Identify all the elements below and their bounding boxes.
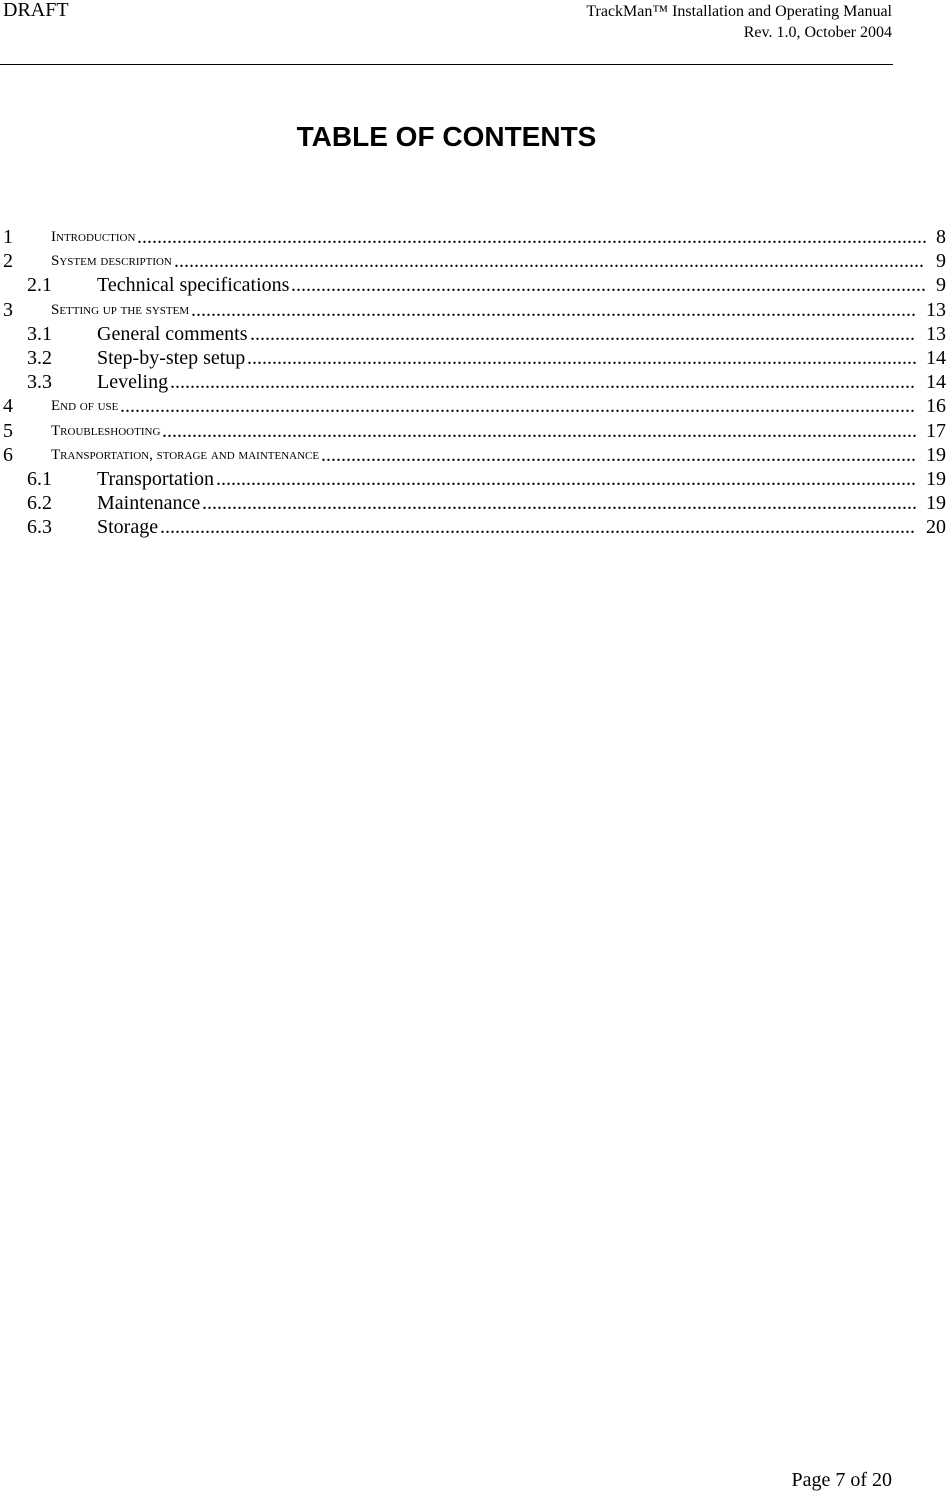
toc-entry-number: 3.1 (27, 322, 52, 345)
toc-entry-number: 5 (3, 419, 13, 442)
toc-entry-title: Step-by-step setup (97, 346, 246, 369)
toc-entry-number: 6.2 (27, 492, 52, 515)
toc-leader-dots: ....................................................................................................................... (321, 443, 916, 466)
toc-entry-page: 16 (926, 395, 946, 418)
toc-entry-number: 2 (3, 250, 13, 273)
toc-leader-dots: ....................................................................................................................................................... (162, 419, 917, 442)
toc-entry[interactable] (0, 225, 946, 249)
toc-entry-title: Introduction (51, 229, 136, 245)
toc-leader-dots: .............................................................................................................................................................. (137, 226, 927, 248)
toc-heading: TABLE OF CONTENTS (296, 121, 597, 152)
toc-entry-number: 6.3 (27, 516, 52, 539)
toc-leader-dots: ...................................................................................................................................... (247, 346, 917, 369)
toc-entry-title: Leveling (97, 371, 169, 394)
toc-leader-dots: ..................................................................................................................................... (250, 322, 915, 345)
toc-entry-page: 17 (926, 419, 946, 442)
toc-entry-page: 13 (926, 298, 946, 321)
toc-entry-page: 8 (936, 226, 946, 248)
toc-entry-number: 1 (3, 226, 13, 248)
toc-entry-number: 2.1 (27, 274, 52, 297)
draft-label: DRAFT (3, 0, 69, 21)
toc-leader-dots: ................................................................................................................................................. (191, 298, 916, 321)
toc-entry[interactable] (0, 419, 946, 443)
toc-entry[interactable] (0, 249, 946, 273)
toc-leader-dots: ..................................................................................................................................................... (170, 371, 915, 394)
toc-entry-page: 19 (926, 492, 946, 515)
toc-entry-number: 3.3 (27, 371, 52, 394)
toc-entry-number: 3.2 (27, 346, 52, 369)
toc-entry[interactable] (0, 491, 946, 515)
toc-entry-number: 6.1 (27, 467, 52, 490)
toc-entry-page: 14 (926, 371, 946, 394)
toc-entry-page: 9 (936, 274, 946, 297)
document-header (586, 1, 892, 43)
toc-entry-title: Technical specifications (97, 274, 290, 297)
toc-leader-dots: ............................................................................................................................................... (202, 492, 917, 515)
page-number: Page 7 of 20 (791, 1469, 892, 1491)
toc-entry-title: Storage (97, 516, 159, 539)
toc-entry[interactable] (0, 370, 946, 394)
toc-leader-dots: ............................................................................................................................................................... (120, 395, 915, 418)
toc-entry[interactable] (0, 298, 946, 322)
header-divider (0, 64, 893, 65)
toc-entry[interactable] (0, 515, 946, 539)
toc-leader-dots: ....................................................................................................................................................... (160, 516, 915, 539)
toc-entry-page: 19 (926, 443, 946, 466)
toc-entry-page: 20 (926, 516, 946, 539)
toc-entry-page: 13 (926, 322, 946, 345)
toc-entry-title: Transportation, storage and maintenance (51, 446, 320, 463)
manual-title: TrackMan™ Installation and Operating Manual (586, 3, 892, 20)
toc-entry-number: 6 (3, 443, 13, 466)
toc-entry-page: 19 (926, 467, 946, 490)
toc-entry-number: 4 (3, 395, 13, 418)
table-of-contents (0, 225, 946, 539)
toc-entry-title: Setting up the system (51, 301, 190, 318)
toc-entry-page: 9 (936, 250, 946, 273)
toc-entry-title: End of use (51, 398, 119, 415)
toc-entry[interactable] (0, 467, 946, 491)
toc-entry-title: Transportation (97, 467, 215, 490)
toc-leader-dots: ............................................................................................................................... (291, 274, 926, 297)
toc-entry[interactable] (0, 322, 946, 346)
revision-label: Rev. 1.0, October 2004 (743, 24, 892, 41)
toc-entry[interactable] (0, 443, 946, 467)
toc-entry-page: 14 (926, 346, 946, 369)
toc-leader-dots: ...................................................................................................................................................... (174, 250, 924, 273)
toc-entry-title: Maintenance (97, 492, 201, 515)
toc-entry[interactable] (0, 394, 946, 418)
toc-entry-title: Troubleshooting (51, 422, 161, 439)
toc-entry[interactable] (0, 346, 946, 370)
toc-entry-title: System description (51, 253, 172, 270)
toc-leader-dots: ............................................................................................................................................ (216, 467, 916, 490)
toc-entry-number: 3 (3, 298, 13, 321)
toc-entry-title: General comments (97, 322, 248, 345)
toc-entry[interactable] (0, 273, 946, 297)
